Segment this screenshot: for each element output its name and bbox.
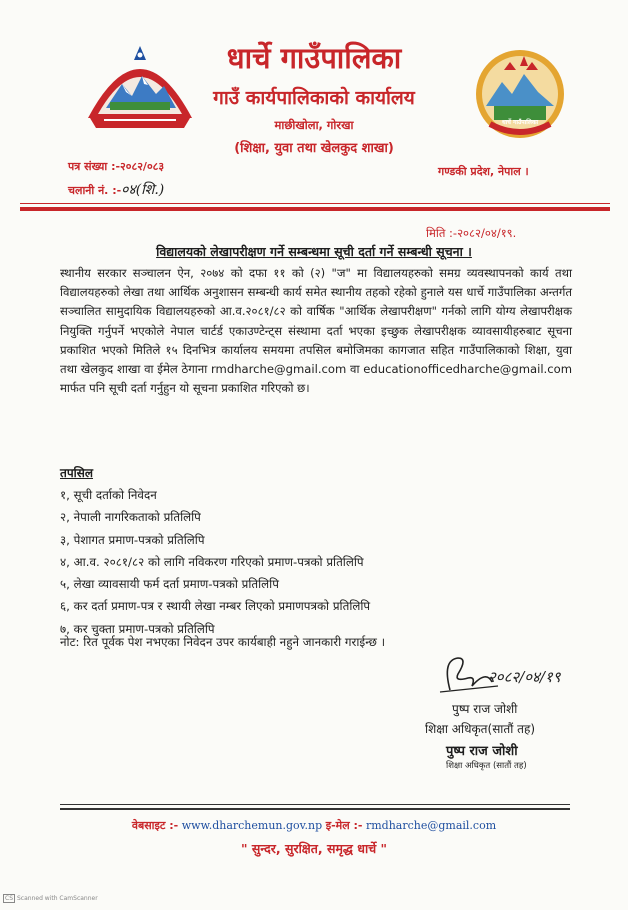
subject-text: विद्यालयको लेखापरीक्षण गर्ने सम्बन्धमा सूची दर्ता गर्ने सम्बन्धी सूचना । [156, 244, 472, 259]
footer-divider-thick [60, 808, 570, 810]
stamp-name: पुष्प राज जोशी [446, 744, 518, 759]
header-divider [20, 203, 610, 204]
footer-contact [0, 818, 628, 833]
letter-body: स्थानीय सरकार सञ्चालन ऐन, २०७४ को दफा ११ को (२) "ज" मा विद्यालयहरुको समग्र व्यवस्थापनको कार्य तथा विद्यालयहरुको लेखा तथा आर्थिक अनुशासन सम्बन्धी कार्य समेत स्थानीय तहको रहेको हुनाले यस धार्चे गाउँपालिका अन्तर्गत सञ्चालित सामुदायिक विद्यालयहरुको आ.व.२०८१/८२ को वार्षिक "आर्थिक लेखापरीक्षण" गर्नको लागि योग्य लेखापरीक्षक नियुक्ति गर्नुपर्ने भएकोले नेपाल चार्टर्ड एकाउण्टेन्ट्स संस्थामा दर्ता भएका इच्छुक लेखापरीक्षक व्यावसायीहरुबाट सूचना प्रकाशित भएको मितिले १५ दिनभित्र कार्यालय समयमा तपसिल बमोजिमका कागजात सहित गाउँपालिकाको शिक्षा, युवा तथा खेलकुद शाखा वा ईमेल ठेगाना rmdharche@gmail.com वा educationofficedharche@gmail.com मार्फत पनि सूची दर्ता गर्नुहुन यो सूचना प्रकाशित गरिएको छ। [60, 266, 572, 396]
municipality-title: धार्चे गाउँपालिका [226, 41, 402, 75]
chalani-number [68, 180, 164, 199]
patra-sankhya: पत्र संख्या :-२०८२/०८३ [68, 160, 165, 173]
stamp-title: शिक्षा अधिकृत (सातौं तह) [446, 761, 527, 771]
section-name: (शिक्षा, युवा तथा खेलकुद शाखा) [234, 141, 394, 156]
office-title: गाउँ कार्यपालिकाको कार्यालय [213, 87, 415, 109]
email-label: इ-मेल :- [325, 819, 363, 832]
scanner-watermark [3, 894, 98, 903]
camscanner-icon: CS [5, 895, 13, 902]
signatory-title: शिक्षा अधिकृत(सातौं तह) [425, 722, 536, 736]
footer-slogan: " सुन्दर, सुरक्षित, समृद्ध धार्चे " [240, 841, 387, 856]
document-list [60, 484, 370, 640]
website-link[interactable]: www.dharchemun.gov.np [181, 819, 323, 832]
handwritten-signature [428, 652, 588, 696]
footer-divider [60, 804, 570, 805]
chalani-label: चलानी नं. :- [68, 184, 122, 197]
tapsil-heading: तपसिल [60, 466, 94, 480]
letter-date: मिति :-२०८२/०४/१९. [426, 226, 517, 240]
signature-date: २०८२/०४/१९ [488, 668, 561, 686]
list-item: २, नेपाली नागरिकताको प्रतिलिपि [60, 510, 201, 525]
office-address: माछीखोला, गोरखा [274, 118, 354, 132]
letter-subject [0, 243, 628, 260]
list-item: ३, पेशागत प्रमाण-पत्रको प्रतिलिपि [60, 532, 205, 547]
list-item: ७, कर चुक्ता प्रमाण-पत्रको प्रतिलिपि [60, 621, 215, 636]
list-item: ४, आ.व. २०८१/८२ को लागि नविकरण गरिएको प्रमाण-पत्रको प्रतिलिपि [60, 554, 364, 569]
scanner-text: Scanned with CamScanner [17, 895, 98, 902]
list-item: १, सूची दर्ताको निवेदन [60, 488, 157, 502]
list-item: ५, लेखा व्यावसायी फर्म दर्ता प्रमाण-पत्रको प्रतिलिपि [60, 577, 279, 592]
header-divider-thick [20, 207, 610, 211]
signatory-name: पुष्प राज जोशी [452, 702, 518, 716]
chalani-value: ०४(शि.) [121, 182, 165, 198]
right-logo-text: धार्चे गाउँपालिका [501, 119, 539, 126]
note-text: नोट: रित पूर्वक पेश नभएका निवेदन उपर कार्यबाही नहुने जानकारी गराईन्छ । [60, 635, 386, 649]
province-label: गण्डकी प्रदेश, नेपाल । [438, 165, 529, 178]
list-item: ६, कर दर्ता प्रमाण-पत्र र स्थायी लेखा नम्बर लिएको प्रमाणपत्रको प्रतिलिपि [60, 599, 371, 614]
email-link[interactable]: rmdharche@gmail.com [365, 819, 497, 832]
website-label: वेबसाइट :- [131, 819, 179, 832]
